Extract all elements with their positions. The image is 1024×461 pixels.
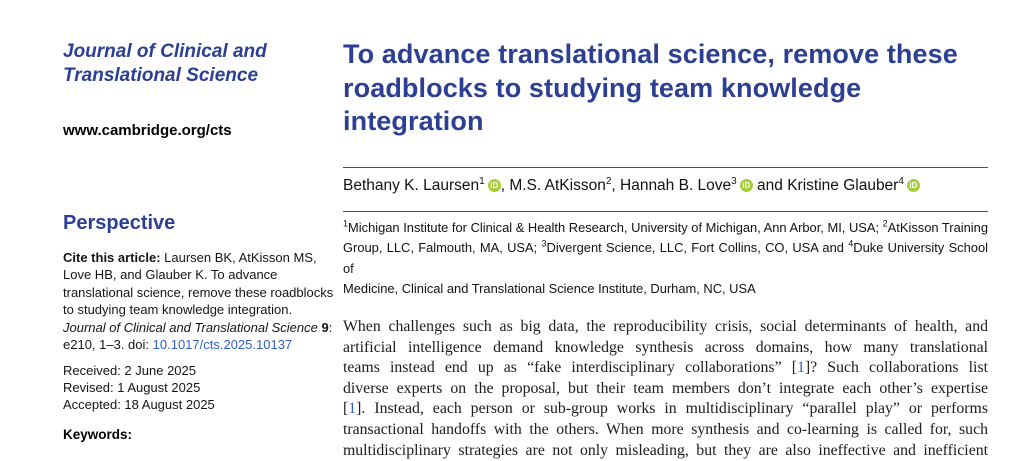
orcid-icon[interactable]: iD [907, 179, 920, 192]
title-line: To advance translational science, remove these [343, 39, 958, 69]
text-segment: ]? Such collaborations list [804, 359, 988, 377]
superscript-marker: 2 [882, 218, 888, 229]
journal-url: www.cambridge.org/cts [63, 122, 232, 139]
text-segment: Medicine, Clinical and Translational Science Institute, Durham, NC, USA [343, 280, 756, 296]
reference-link[interactable]: 10.1017/cts.2025.10137 [152, 337, 293, 353]
divider-rule-bottom [343, 211, 988, 212]
aff-line [343, 238, 988, 279]
superscript-marker: 3 [541, 239, 547, 249]
orcid-icon[interactable]: iD [488, 179, 501, 192]
superscript-marker: 2 [605, 175, 612, 187]
text-segment: multidisciplinary strategies are not only misleading, but they are also ineffective and inefficient [343, 441, 988, 459]
affiliations-block [343, 218, 988, 299]
superscript-marker: 4 [848, 239, 854, 249]
authors-line [343, 177, 988, 195]
text-segment: [ [343, 400, 349, 418]
body-line [343, 399, 988, 420]
body-line [343, 441, 988, 461]
journal-name: Journal of Clinical and Translational Science [63, 41, 267, 86]
text-segment: Duke University School of [343, 240, 988, 276]
keywords-label: Keywords: [63, 427, 133, 442]
text-segment: artificial intelligence demand knowledge synthesis across domains, how many translational [343, 338, 988, 356]
text-segment: Bethany K. Laursen [343, 177, 480, 194]
body-line [343, 420, 988, 441]
text-segment: Divergent Science, LLC, Fort Collins, CO, USA and [546, 240, 849, 256]
received-date: Received: 2 June 2025 [63, 363, 196, 378]
text-segment: , Hannah B. Love [611, 177, 732, 194]
text-segment: When challenges such as big data, the reproducibility crisis, social determinants of health, and [343, 318, 988, 335]
text-segment: Laursen BK, AtKisson MS, Love HB, and Glauber K. To advance translational science, remove these roadblocks to studying team knowledge integration. [63, 250, 334, 318]
divider-rule-top [343, 167, 988, 168]
text-segment: diverse experts on the proposal, but their team members don’t integrate each other’s expertise [343, 379, 988, 397]
aff-line [343, 279, 988, 299]
section-label-perspective: Perspective [63, 212, 176, 234]
body-line [343, 338, 988, 359]
revised-date: Revised: 1 August 2025 [63, 380, 201, 395]
text-segment: and Kristine Glauber [752, 177, 899, 194]
citation-block [63, 249, 335, 353]
text-segment: teams instead end up as “fake interdisciplinary collaborations” [ [343, 359, 797, 377]
reference-link[interactable]: 1 [348, 400, 357, 418]
body-line [343, 317, 988, 338]
text-segment: Journal of Clinical and Translational Science [63, 319, 318, 335]
text-segment: Michigan Institute for Clinical & Health Research, University of Michigan, Ann Arbor, MI, USA; [348, 220, 883, 235]
article-title [343, 38, 988, 139]
body-line [343, 379, 988, 400]
title-line: integration [343, 106, 484, 136]
text-segment: : e210, 1–3. doi: [63, 319, 333, 353]
aff-line [343, 218, 988, 238]
text-segment: transactional handoffs with the others. When more synthesis and co-learning is called for, such [343, 420, 988, 438]
accepted-date: Accepted: 18 August 2025 [63, 397, 215, 412]
superscript-marker: 1 [343, 218, 349, 229]
title-line: roadblocks to studying team knowledge [343, 72, 862, 103]
article-body [343, 317, 988, 461]
text-segment: Cite this article: [63, 250, 165, 265]
text-segment: , M.S. AtKisson [500, 177, 606, 194]
text-segment: Group, LLC, Falmouth, MA, USA; [343, 240, 542, 256]
text-segment: ]. Instead, each person or sub-group works in multidisciplinary “parallel play” or performs [356, 400, 988, 418]
article-dates [63, 362, 215, 413]
orcid-icon[interactable]: iD [740, 179, 753, 192]
text-segment: AtKisson Training [887, 220, 988, 235]
body-line [343, 358, 988, 379]
text-segment: 9 [321, 319, 329, 335]
superscript-marker: 1 [479, 175, 485, 187]
reference-link[interactable]: 1 [796, 359, 805, 377]
superscript-marker: 4 [898, 175, 904, 187]
superscript-marker: 3 [731, 175, 737, 187]
